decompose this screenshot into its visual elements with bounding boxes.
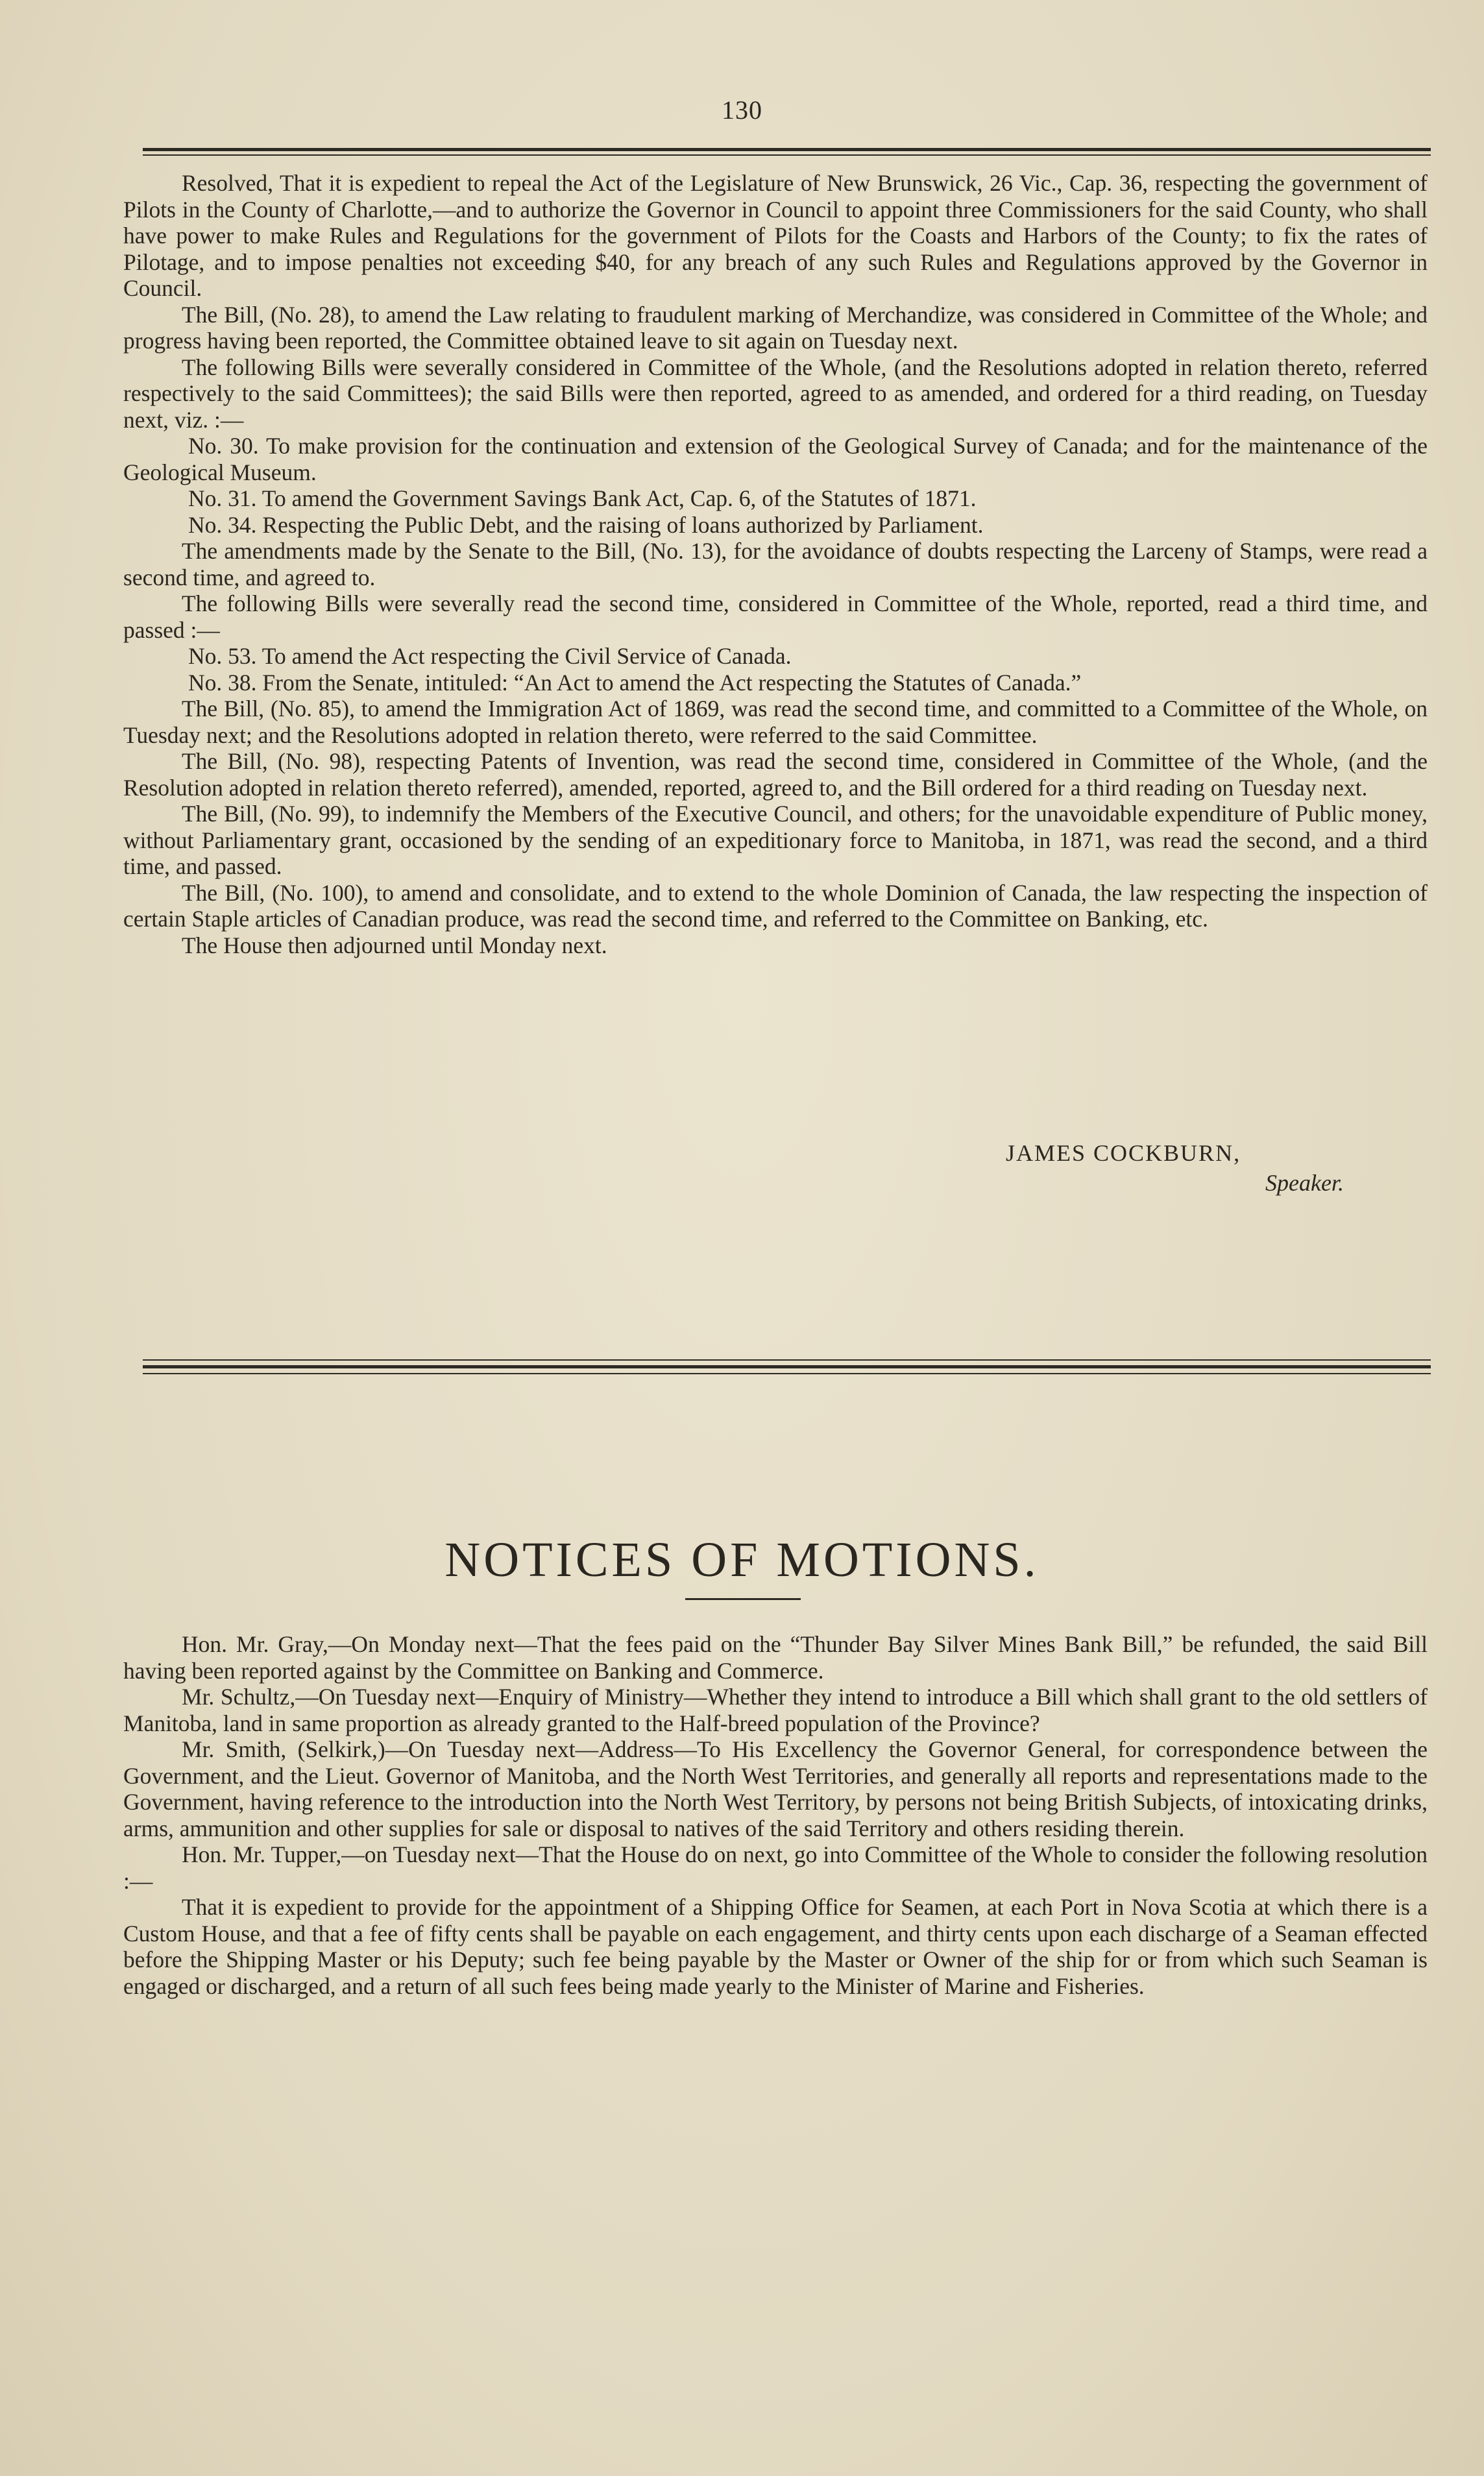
header-rule — [143, 148, 1431, 156]
paragraph: The amendments made by the Senate to the Bill, (No. 13), for the avoidance of doubts respecting the Larceny of Stamps, were read a second time, and agreed to. — [123, 538, 1428, 590]
paragraph: No. 30. To make provision for the continuation and extension of the Geological Survey of Canada; and for the maintenance of the Geological Museum. — [123, 433, 1428, 485]
paragraph: Resolved, That it is expedient to repeal the Act of the Legislature of New Brunswick, 26 Vic., Cap. 36, respecting the government of Pilots in the County of Charlotte,—and to authorize the Governor in Council to appoint three Commissioners for the said County, who shall have power to make Rules and Regulations for the government of Pilots for the Coasts and Harbors of the County; to fix the rates of Pilotage, and to impose penalties not exceeding $40, for any breach of any such Rules and Regulations approved by the Governor in Council. — [123, 170, 1428, 301]
paragraph: The Bill, (No. 99), to indemnify the Members of the Executive Council, and others; for the unavoidable expenditure of Public money, without Parliamentary grant, occasioned by the sending of an expeditionary force to Manitoba, in 1871, was read the second, and a third time, and passed. — [123, 801, 1428, 879]
paragraph: The House then adjourned until Monday next. — [182, 932, 607, 958]
page-number: 130 — [722, 95, 762, 125]
notice-paragraph: Mr. Schultz,—On Tuesday next—Enquiry of Ministry—Whether they intend to introduce a Bill which shall grant to the old settlers of Manitoba, land in same proportion as already granted to the Half-breed population of the Province? — [123, 1684, 1428, 1736]
paragraph: No. 31. To amend the Government Savings Bank Act, Cap. 6, of the Statutes of 1871. — [188, 485, 977, 511]
notice-paragraph: That it is expedient to provide for the appointment of a Shipping Office for Seamen, at each Port in Nova Scotia at which there is a Custom House, and that a fee of fifty cents shall be payable on each engagement, and thirty cents upon each discharge of a Seaman effected before the Shipping Master or his Deputy; such fee being payable by the Master or Owner of the ship for or from which such Seaman is engaged or discharged, and a return of all such fees being made yearly to the Minister of Marine and Fisheries. — [123, 1894, 1428, 1999]
paragraph: No. 38. From the Senate, intituled: “An Act to amend the Act respecting the Statutes of Canada.” — [188, 669, 1082, 696]
paragraph: The Bill, (No. 100), to amend and consolidate, and to extend to the whole Dominion of Canada, the law respecting the inspection of certain Staple articles of Canadian produce, was read the second time, and referred to the Committee on Banking, etc. — [123, 879, 1428, 932]
paragraph: No. 34. Respecting the Public Debt, and the raising of loans authorized by Parliament. — [188, 511, 984, 538]
paragraph: The following Bills were severally read the second time, considered in Committee of the Whole, reported, read a third time, and passed :— — [123, 590, 1428, 643]
signature-name: JAMES COCKBURN, — [1006, 1140, 1241, 1166]
signature-title: Speaker. — [1265, 1170, 1344, 1196]
heading-underline — [685, 1598, 801, 1600]
paragraph: The Bill, (No. 28), to amend the Law relating to fraudulent marking of Merchandize, was considered in Committee of the Whole; and progress having been reported, the Committee obtained leave to sit again on Tuesday next. — [123, 301, 1428, 354]
signature-block — [1006, 1138, 1344, 1198]
notice-paragraph: Mr. Smith, (Selkirk,)—On Tuesday next—Address—To His Excellency the Governor General, for correspondence between the Government, and the Lieut. Governor of Manitoba, and the North West Territories, and generally all reports and representations made to the Government, having reference to the introduction into the North West Territory, by persons not being British Subjects, of intoxicating drinks, arms, ammunition and other supplies for sale or disposal to natives of the said Territory and others residing therein. — [123, 1736, 1428, 1841]
section-heading: NOTICES OF MOTIONS. — [444, 1533, 1040, 1588]
notice-paragraph: Hon. Mr. Tupper,—on Tuesday next—That the House do on next, go into Committee of the Whole to consider the following resolution :— — [123, 1841, 1428, 1894]
notice-paragraph: Hon. Mr. Gray,—On Monday next—That the fees paid on the “Thunder Bay Silver Mines Bank Bill,” be refunded, the said Bill having been reported against by the Committee on Banking and Commerce. — [123, 1631, 1428, 1684]
paragraph: No. 53. To amend the Act respecting the Civil Service of Canada. — [188, 643, 792, 669]
paragraph: The Bill, (No. 98), respecting Patents of Invention, was read the second time, considered in Committee of the Whole, (and the Resolution adopted in relation thereto referred), amended, reported, agreed to, and the Bill ordered for a third reading on Tuesday next. — [123, 748, 1428, 801]
section-rule — [143, 1355, 1431, 1374]
paragraph: The following Bills were severally considered in Committee of the Whole, (and the Resolutions adopted in relation thereto, referred respectively to the said Committees); the said Bills were then reported, agreed to as amended, and ordered for a third reading, on Tuesday next, viz. :— — [123, 354, 1428, 433]
notices-text — [123, 1631, 1428, 1999]
proceedings-text — [123, 170, 1428, 958]
paragraph: The Bill, (No. 85), to amend the Immigration Act of 1869, was read the second time, and committed to a Committee of the Whole, on Tuesday next; and the Resolutions adopted in relation thereto, were referred to the said Committee. — [123, 696, 1428, 748]
